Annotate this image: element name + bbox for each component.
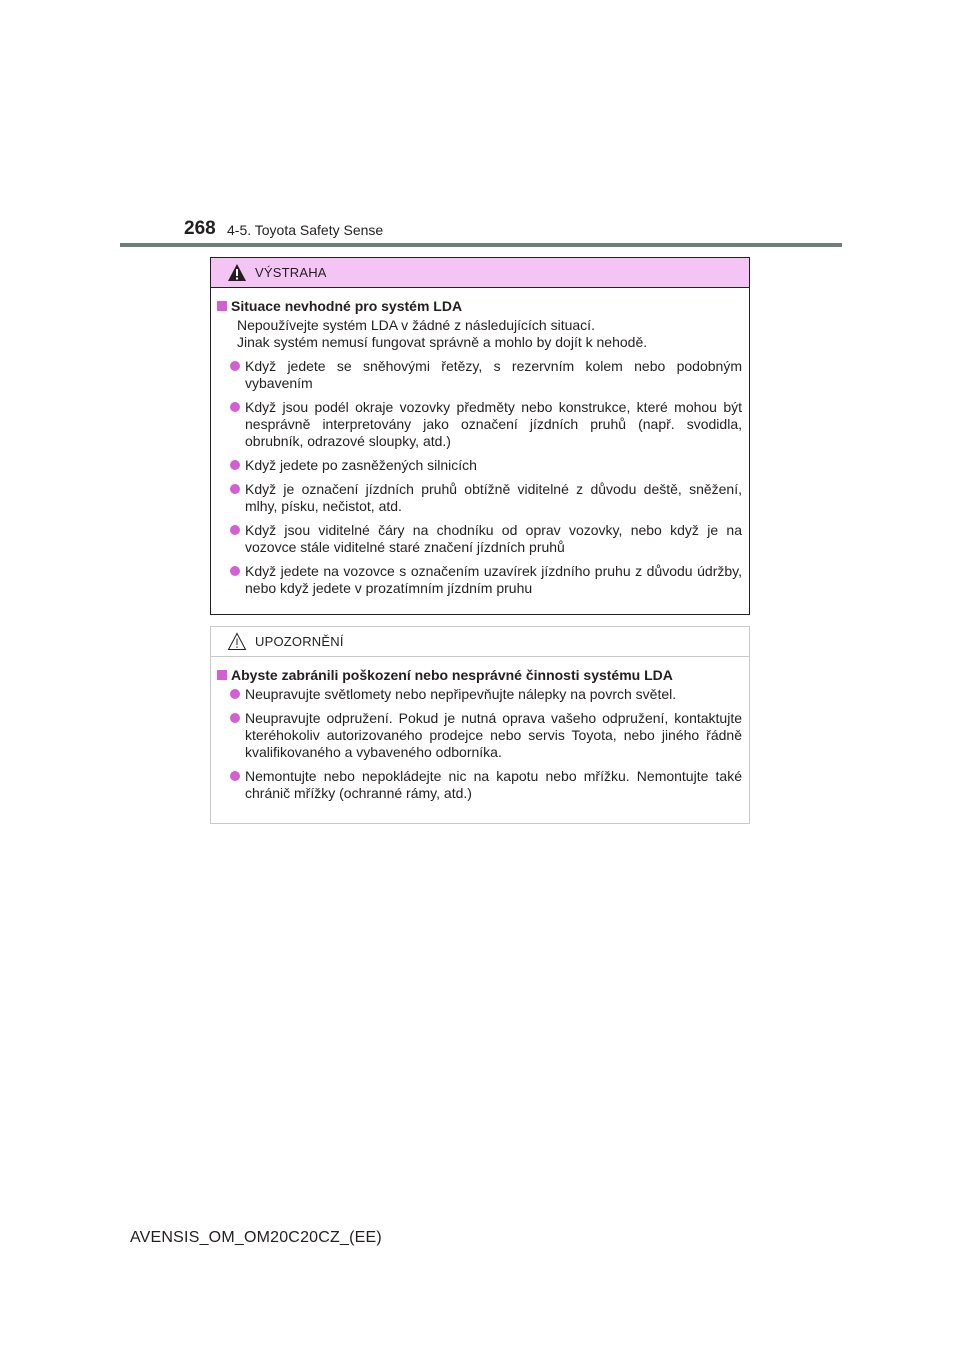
list-item bbox=[217, 686, 742, 703]
square-bullet-icon bbox=[217, 301, 227, 311]
warning-intro-line: Nepoužívejte systém LDA v žádné z následujících situací. bbox=[237, 317, 595, 333]
warning-body bbox=[211, 288, 749, 597]
header-rule bbox=[120, 243, 842, 247]
caution-header bbox=[211, 627, 749, 657]
warning-header bbox=[211, 258, 749, 288]
list-item-text: Nemontujte nebo nepokládejte nic na kapotu nebo mřížku. Nemontujte také chránič mřížky (ochranné rámy, atd.) bbox=[245, 768, 742, 801]
list-item-text: Neupravujte světlomety nebo nepřipevňujte nálepky na povrch světel. bbox=[245, 686, 677, 702]
list-item bbox=[217, 522, 742, 556]
caution-box bbox=[210, 626, 750, 824]
caution-body bbox=[211, 657, 749, 802]
list-item-text: Když jedete po zasněžených silnicích bbox=[245, 457, 477, 473]
warning-box bbox=[210, 257, 750, 615]
page-number: 268 bbox=[184, 218, 216, 239]
warning-intro bbox=[217, 317, 742, 351]
bullet-dot-icon bbox=[230, 525, 240, 535]
caution-label: UPOZORNĚNÍ bbox=[255, 634, 344, 649]
bullet-dot-icon bbox=[230, 771, 240, 781]
list-item bbox=[217, 399, 742, 450]
list-item bbox=[217, 358, 742, 392]
list-item bbox=[217, 481, 742, 515]
bullet-dot-icon bbox=[230, 402, 240, 412]
list-item bbox=[217, 457, 742, 474]
list-item-text: Když jedete se sněhovými řetězy, s rezervním kolem nebo podobným vybavením bbox=[245, 358, 742, 391]
warning-label: VÝSTRAHA bbox=[255, 265, 327, 280]
bullet-dot-icon bbox=[230, 566, 240, 576]
list-item bbox=[217, 563, 742, 597]
warning-triangle-icon bbox=[227, 263, 247, 282]
caution-heading bbox=[217, 667, 742, 684]
bullet-dot-icon bbox=[230, 484, 240, 494]
list-item bbox=[217, 710, 742, 761]
list-item-text: Neupravujte odpružení. Pokud je nutná oprava vašeho odpružení, kontaktujte kteréhokoliv autorizovaného prodejce nebo servis Toyota, nebo jiného řádně kvalifikovaného a vybaveného odborníka. bbox=[245, 710, 742, 760]
list-item-text: Když je označení jízdních pruhů obtížně viditelné z důvodu deště, sněžení, mlhy, písku, nečistot, atd. bbox=[245, 481, 742, 514]
list-item-text: Když jedete na vozovce s označením uzavírek jízdního pruhu z důvodu údržby, nebo když jedete v prozatímním jízdním pruhu bbox=[245, 563, 742, 596]
section-title: 4-5. Toyota Safety Sense bbox=[227, 222, 384, 238]
list-item-text: Když jsou viditelné čáry na chodníku od oprav vozovky, nebo když je na vozovce stále viditelné staré značení jízdních pruhů bbox=[245, 522, 742, 555]
warning-heading-text: Situace nevhodné pro systém LDA bbox=[231, 298, 463, 314]
bullet-dot-icon bbox=[230, 689, 240, 699]
bullet-dot-icon bbox=[230, 713, 240, 723]
warning-intro-line: Jinak systém nemusí fungovat správně a mohlo by dojít k nehodě. bbox=[237, 334, 648, 350]
doc-code: AVENSIS_OM_OM20C20CZ_(EE) bbox=[130, 1229, 382, 1246]
square-bullet-icon bbox=[217, 670, 227, 680]
bullet-dot-icon bbox=[230, 460, 240, 470]
caution-triangle-icon bbox=[227, 632, 247, 651]
warning-heading bbox=[217, 298, 742, 315]
caution-heading-text: Abyste zabránili poškození nebo nesprávné činnosti systému LDA bbox=[231, 667, 673, 683]
list-item-text: Když jsou podél okraje vozovky předměty nebo konstrukce, které mohou být nesprávně interpretovány jako označení jízdních pruhů (např. svodidla, obrubník, odrazové sloupky, atd.) bbox=[245, 399, 742, 449]
bullet-dot-icon bbox=[230, 361, 240, 371]
list-item bbox=[217, 768, 742, 802]
